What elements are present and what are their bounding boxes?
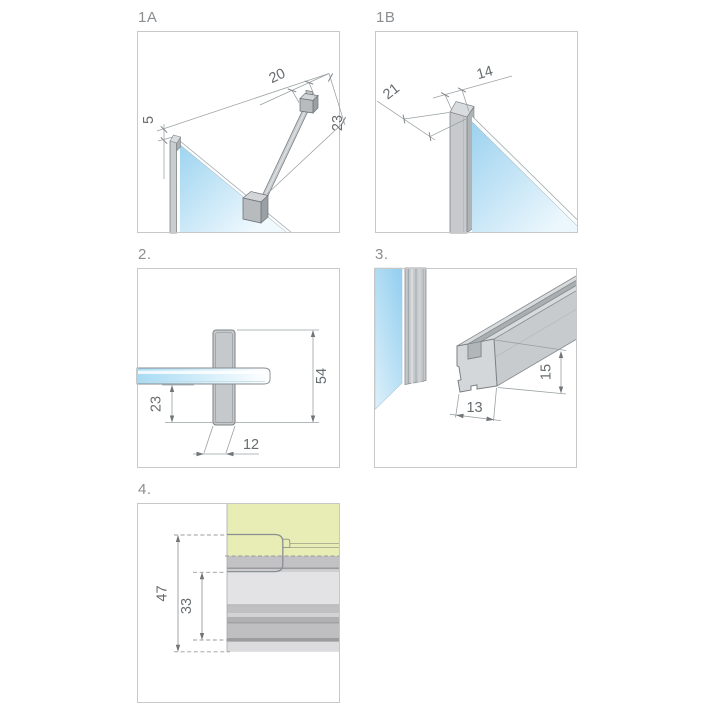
figure-2-drawing [137,268,340,468]
dim-47-label: 47 [154,585,171,602]
dim-15-label: 15 [538,363,555,381]
dim-23-label: 23 [148,395,165,413]
dim-20-label: 20 [266,65,289,88]
glass-panel [180,141,292,233]
dim-21-label: 21 [380,80,403,104]
glass-clamp [243,192,268,224]
figure-4-drawing [137,503,340,703]
figure-4-label: 4. [138,481,152,498]
figure-1a [137,9,346,233]
figure-1a-label: 1A [138,9,158,26]
dim-54-label: 54 [314,367,330,385]
glass-panel [137,368,270,384]
dim-33-label: 33 [179,597,195,615]
support-bar [264,105,308,198]
wall-profile [170,135,181,233]
figure-1b [375,9,578,233]
glass-panel [375,268,402,410]
profile-rail-3d [457,276,576,392]
profile-channel [468,342,481,360]
dim-13-label: 13 [466,400,483,416]
dim-12-label: 12 [242,437,260,453]
figure-4 [137,481,340,703]
figure-2 [137,246,340,468]
dim-5-label: 5 [141,115,157,125]
figure-2-label: 2. [138,246,152,263]
dim-23-label: 23 [330,114,346,132]
wall-bracket [300,91,318,114]
figure-3-drawing [374,268,577,468]
figure-1a-drawing [137,31,346,233]
figure-3-label: 3. [375,246,389,263]
wall-profile-edge [405,268,426,385]
glass-panel [467,108,577,234]
figure-3 [374,246,577,468]
dim-14-label: 14 [474,63,495,84]
figure-1b-label: 1B [376,9,396,26]
figure-1b-drawing [375,31,578,233]
dimensions-2 [162,330,319,456]
dimensions-1b [377,76,512,141]
